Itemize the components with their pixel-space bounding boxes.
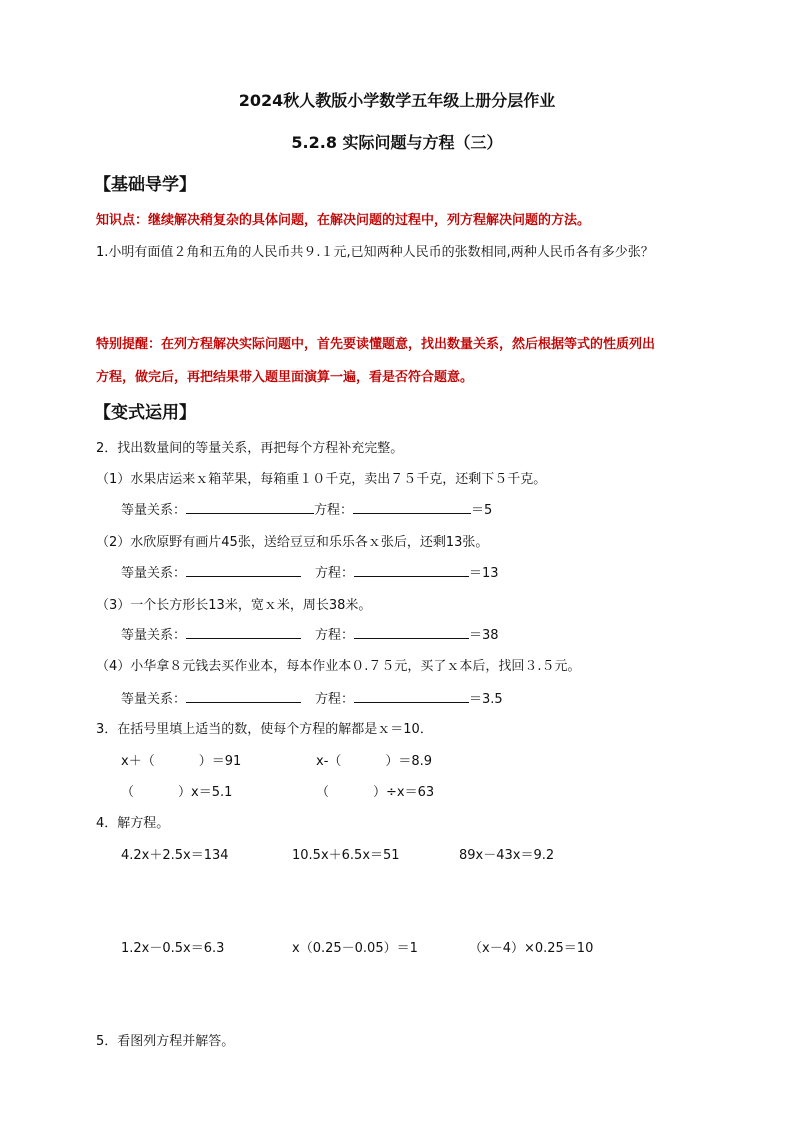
q3-eq-a-pre: x＋（ — [121, 754, 155, 769]
question-2: 2．找出数量间的等量关系，再把每个方程补充完整。 — [96, 441, 404, 456]
q2-item-1-text: （1）水果店运来ｘ箱苹果，每箱重１０千克，卖出７５千克，还剩下５千克。 — [96, 472, 547, 487]
equation-blank[interactable] — [353, 500, 471, 514]
equation-label: 方程： — [315, 692, 355, 707]
q2-item-1-answer-row — [121, 499, 492, 518]
q4-eq-1: 4.2x＋2.5x＝134 — [121, 848, 229, 863]
equation-label: 方程： — [314, 503, 354, 518]
question-5: 5．看图列方程并解答。 — [96, 1034, 235, 1049]
q2-item-2-answer-row — [121, 562, 499, 581]
q3-eq-b — [316, 750, 432, 769]
q3-eq-d-pre: （ — [316, 785, 330, 800]
q2-item-3-text: （3）一个长方形长13米，宽ｘ米，周长38米。 — [96, 598, 372, 613]
q4-eq-3: 89x－43x＝9.2 — [459, 848, 555, 863]
q4-eq-5: x（0.25－0.05）＝1 — [292, 941, 418, 956]
section-heading-variant: 【变式运用】 — [94, 403, 196, 423]
q2-item-4-text: （4）小华拿８元钱去买作业本，每本作业本０.７５元，买了ｘ本后，找回３.５元。 — [96, 659, 581, 674]
equation-result: ＝38 — [469, 628, 499, 643]
page-subtitle: 5.2.8 实际问题与方程（三） — [291, 133, 503, 152]
q3-eq-a-post: ）＝91 — [198, 754, 242, 769]
question-4: 4．解方程。 — [96, 816, 170, 831]
relation-label: 等量关系： — [121, 566, 187, 581]
q2-item-2-text: （2）水欣原野有画片45张，送给豆豆和乐乐各ｘ张后，还剩13张。 — [96, 535, 489, 550]
equation-result: ＝3.5 — [469, 692, 503, 707]
relation-label: 等量关系： — [121, 692, 187, 707]
q4-eq-4: 1.2x－0.5x＝6.3 — [121, 941, 225, 956]
q3-eq-d — [316, 781, 434, 800]
q4-eq-6: （x－4）×0.25＝10 — [469, 941, 594, 956]
tip-line-1: 特别提醒：在列方程解决实际问题中，首先要读懂题意，找出数量关系，然后根据等式的性质列出 — [96, 337, 656, 352]
q3-eq-c — [121, 781, 232, 800]
knowledge-point: 知识点：继续解决稍复杂的具体问题，在解决问题的过程中，列方程解决问题的方法。 — [96, 213, 591, 228]
question-3: 3．在括号里填上适当的数，使每个方程的解都是ｘ＝10． — [96, 722, 433, 737]
question-1: 1.小明有面值２角和五角的人民币共９.１元,已知两种人民币的张数相同,两种人民币各有多少张？ — [96, 245, 654, 260]
equation-result: ＝13 — [469, 566, 499, 581]
q3-eq-b-post: ）＝8.9 — [385, 754, 433, 769]
relation-blank[interactable] — [186, 563, 301, 577]
relation-blank[interactable] — [186, 689, 301, 703]
q4-eq-2: 10.5x＋6.5x＝51 — [292, 848, 400, 863]
q3-eq-b-pre: x-（ — [316, 754, 342, 769]
relation-blank[interactable] — [186, 625, 301, 639]
equation-blank[interactable] — [354, 563, 469, 577]
equation-label: 方程： — [315, 566, 355, 581]
relation-blank[interactable] — [186, 500, 314, 514]
equation-blank[interactable] — [354, 625, 469, 639]
section-heading-basic: 【基础导学】 — [94, 175, 196, 195]
tip-line-2: 方程，做完后，再把结果带入题里面演算一遍，看是否符合题意。 — [96, 370, 474, 385]
q3-eq-c-post: ）x＝5.1 — [178, 785, 233, 800]
relation-label: 等量关系： — [121, 628, 187, 643]
q3-eq-a — [121, 750, 241, 769]
q2-item-3-answer-row — [121, 624, 499, 643]
q3-eq-d-post: ）÷x＝63 — [373, 785, 435, 800]
page-title: 2024秋人教版小学数学五年级上册分层作业 — [238, 91, 556, 110]
q3-eq-c-pre: （ — [121, 785, 135, 800]
equation-result: ＝5 — [471, 503, 493, 518]
equation-label: 方程： — [315, 628, 355, 643]
relation-label: 等量关系： — [121, 503, 187, 518]
equation-blank[interactable] — [354, 689, 469, 703]
q2-item-4-answer-row — [121, 688, 503, 707]
